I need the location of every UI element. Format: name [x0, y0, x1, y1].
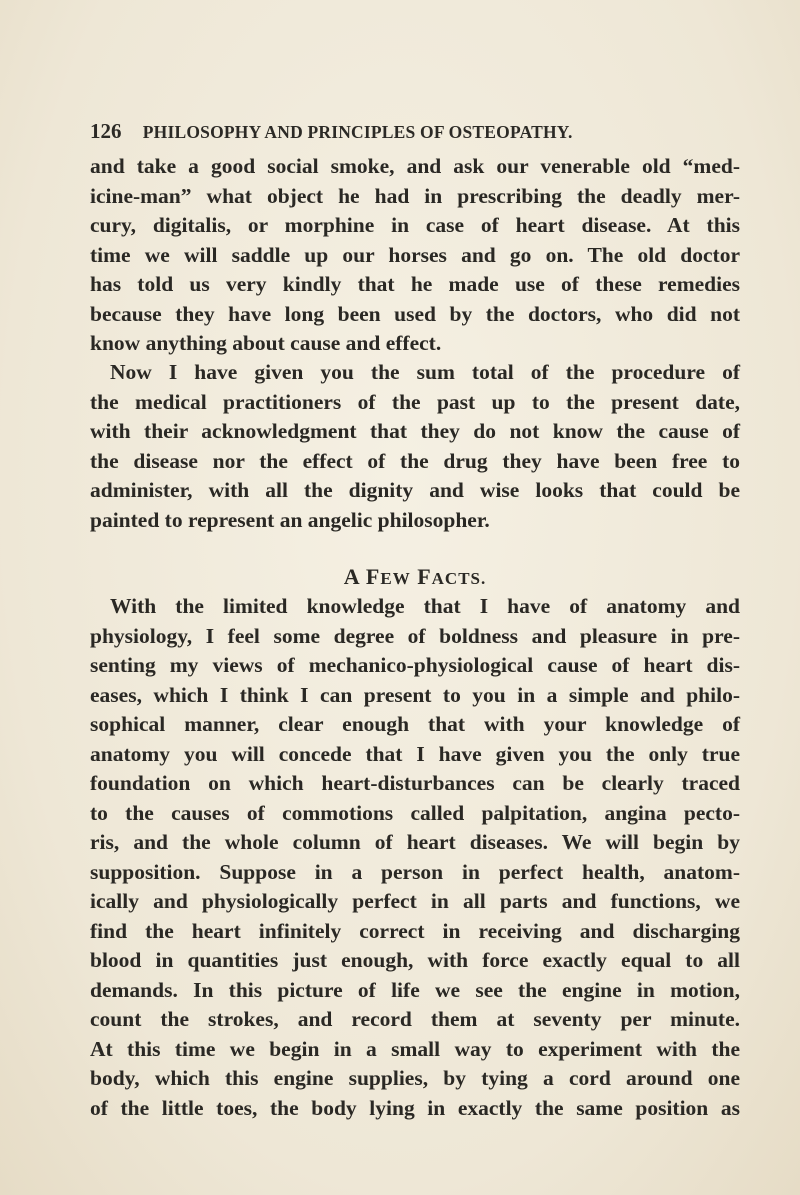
- text-line: ris, and the whole column of heart diseases. We will begin by: [90, 830, 740, 854]
- text-line: has told us very kindly that he made use of these remedies: [90, 272, 740, 296]
- heading-cap: F: [365, 564, 381, 589]
- text-line: sophical manner, clear enough that with your knowledge of: [90, 712, 740, 736]
- running-header: [90, 119, 730, 144]
- text-line: with their acknowledgment that they do not know the cause of: [90, 419, 740, 443]
- heading-smallcaps: ACTS.: [431, 569, 487, 588]
- text-line: foundation on which heart-disturbances can be clearly traced: [90, 771, 740, 795]
- text-line: anatomy you will concede that I have given you the only true: [90, 741, 740, 766]
- text-line: blood in quantities just enough, with force exactly equal to all: [90, 948, 740, 972]
- text-line: count the strokes, and record them at seventy per minute.: [90, 1007, 740, 1031]
- text-line: time we will saddle up our horses and go on. The old doctor: [90, 242, 740, 267]
- page-number: 126: [90, 119, 122, 143]
- text-line: of the little toes, the body lying in exactly the same position as: [90, 1095, 740, 1120]
- text-line: icine-man” what object he had in prescribing the deadly mer-: [90, 183, 740, 208]
- text-line: administer, with all the dignity and wise looks that could be: [90, 478, 740, 502]
- text-line: know anything about cause and effect.: [90, 331, 442, 355]
- text-line: because they have long been used by the doctors, who did not: [90, 301, 740, 326]
- text-line: to the causes of commotions called palpitation, angina pecto-: [90, 800, 740, 825]
- heading-word-facts: [417, 564, 486, 589]
- text-line: the medical practitioners of the past up to the present date,: [90, 389, 740, 414]
- heading-word-few: [366, 564, 411, 589]
- text-line: senting my views of mechanico-physiological cause of heart dis-: [90, 653, 740, 677]
- text-line: the disease nor the effect of the drug they have been free to: [90, 448, 740, 473]
- text-line: and take a good social smoke, and ask our venerable old “med-: [90, 154, 740, 178]
- running-title: PHILOSOPHY AND PRINCIPLES OF OSTEOPATHY.: [142, 122, 573, 142]
- text-line: At this time we begin in a small way to experiment with the: [90, 1036, 740, 1061]
- paragraph-3: [90, 592, 740, 1123]
- text-line: Now I have given you the sum total of the procedure of: [110, 360, 740, 384]
- text-line: cury, digitalis, or morphine in case of heart disease. At this: [90, 213, 740, 237]
- text-line: body, which this engine supplies, by tying a cord around one: [90, 1066, 740, 1090]
- paragraph-2: [90, 358, 740, 535]
- section-heading: [90, 564, 740, 590]
- heading-smallcaps: EW: [380, 569, 411, 588]
- text-line: supposition. Suppose in a person in perfect health, anatom-: [90, 859, 740, 884]
- text-line: painted to represent an angelic philosopher.: [90, 507, 490, 532]
- heading-word-a: A: [343, 564, 360, 589]
- heading-cap: F: [417, 564, 432, 589]
- text-line: With the limited knowledge that I have of anatomy and: [110, 594, 740, 618]
- text-line: find the heart infinitely correct in receiving and discharging: [90, 918, 740, 943]
- text-line: eases, which I think I can present to you in a simple and philo-: [90, 682, 740, 707]
- text-line: ically and physiologically perfect in all parts and functions, we: [90, 889, 740, 913]
- paragraph-1: [90, 152, 740, 359]
- text-line: physiology, I feel some degree of boldness and pleasure in pre-: [90, 623, 740, 648]
- text-line: demands. In this picture of life we see the engine in motion,: [90, 977, 740, 1002]
